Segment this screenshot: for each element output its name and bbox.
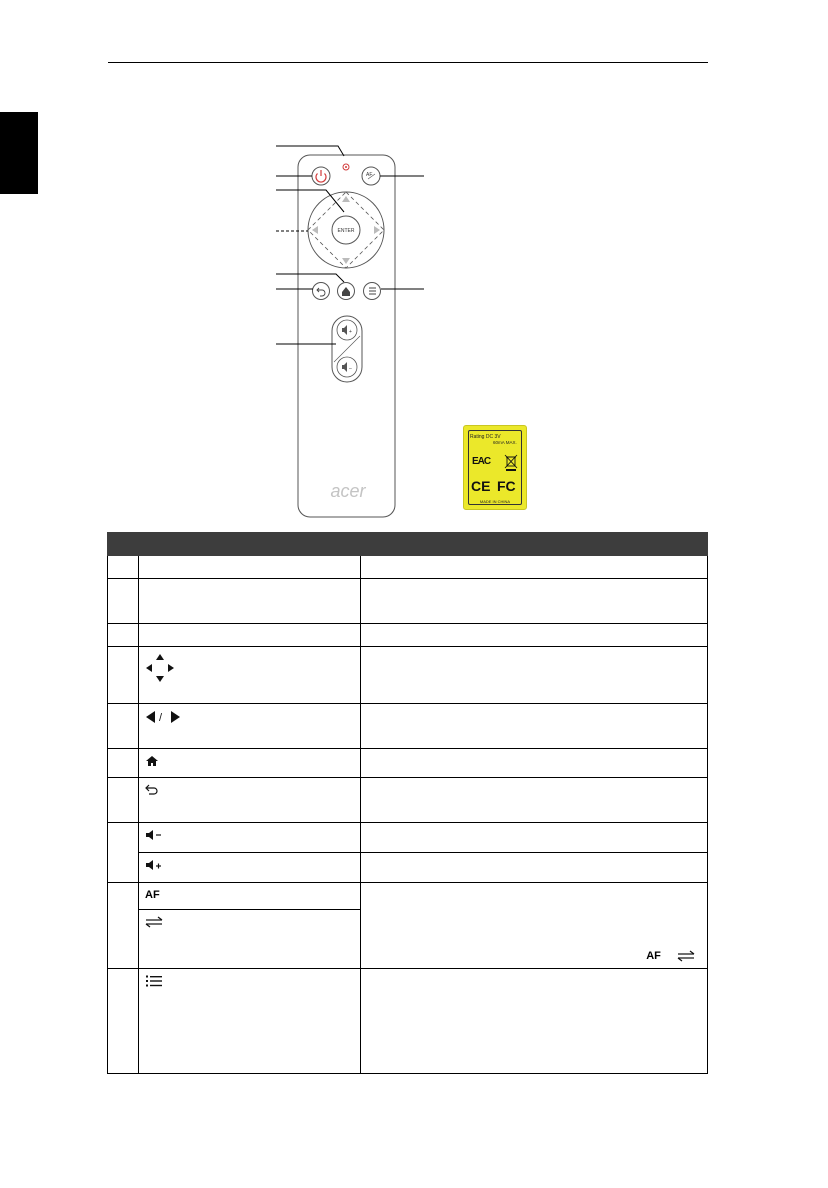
table-row bbox=[108, 647, 708, 704]
table-row bbox=[108, 749, 708, 778]
table-row bbox=[108, 823, 708, 853]
table-row bbox=[108, 969, 708, 1074]
enter-label: ENTER bbox=[337, 228, 355, 234]
back-icon bbox=[145, 784, 159, 796]
table-header-row bbox=[108, 533, 708, 556]
af-button-label: AF bbox=[366, 172, 373, 178]
af-switch-note-icons bbox=[646, 950, 695, 962]
header-cell-no bbox=[108, 533, 139, 556]
made-in-text: MADE IN CHINA bbox=[479, 499, 511, 504]
table-row bbox=[108, 778, 708, 823]
button-function-table bbox=[107, 532, 708, 1074]
current-text: 60mA MAX. bbox=[493, 440, 517, 445]
af-button bbox=[362, 167, 380, 185]
table-row bbox=[108, 853, 708, 883]
volume-rocker bbox=[332, 316, 362, 382]
home-button bbox=[338, 283, 355, 300]
power-button bbox=[312, 167, 330, 185]
volume-down-icon bbox=[145, 829, 163, 841]
switch-icon bbox=[145, 916, 163, 928]
svg-text:–: – bbox=[349, 366, 352, 372]
rating-label-sticker bbox=[463, 425, 527, 510]
af-note-label: AF bbox=[646, 950, 661, 962]
remote-svg bbox=[0, 0, 828, 530]
rating-text: Rating DC 3V bbox=[470, 434, 501, 440]
dpad bbox=[308, 192, 384, 268]
switch-icon bbox=[677, 950, 695, 962]
ce-mark: CE bbox=[471, 478, 491, 494]
table-row bbox=[108, 883, 708, 910]
remote-diagram bbox=[0, 0, 828, 530]
svg-text:/: / bbox=[159, 712, 163, 724]
menu-button bbox=[364, 283, 381, 300]
table-row bbox=[108, 579, 708, 624]
table-row bbox=[108, 556, 708, 579]
back-button bbox=[313, 283, 330, 300]
acer-logo: acer bbox=[330, 481, 366, 501]
home-icon bbox=[145, 755, 159, 767]
header-cell-icon bbox=[139, 533, 361, 556]
header-cell-function bbox=[361, 533, 708, 556]
weee-bin-icon bbox=[504, 453, 518, 471]
menu-icon bbox=[145, 975, 163, 987]
svg-text:+: + bbox=[349, 329, 352, 335]
left-right-arrow-icon bbox=[145, 710, 181, 724]
table-row bbox=[108, 704, 708, 749]
table-row bbox=[108, 624, 708, 647]
four-way-arrow-icon bbox=[145, 653, 175, 683]
volume-up-icon bbox=[145, 859, 163, 871]
eac-mark: EAC bbox=[472, 456, 491, 467]
fc-mark: FC bbox=[497, 478, 516, 494]
af-text-icon: AF bbox=[145, 889, 160, 901]
